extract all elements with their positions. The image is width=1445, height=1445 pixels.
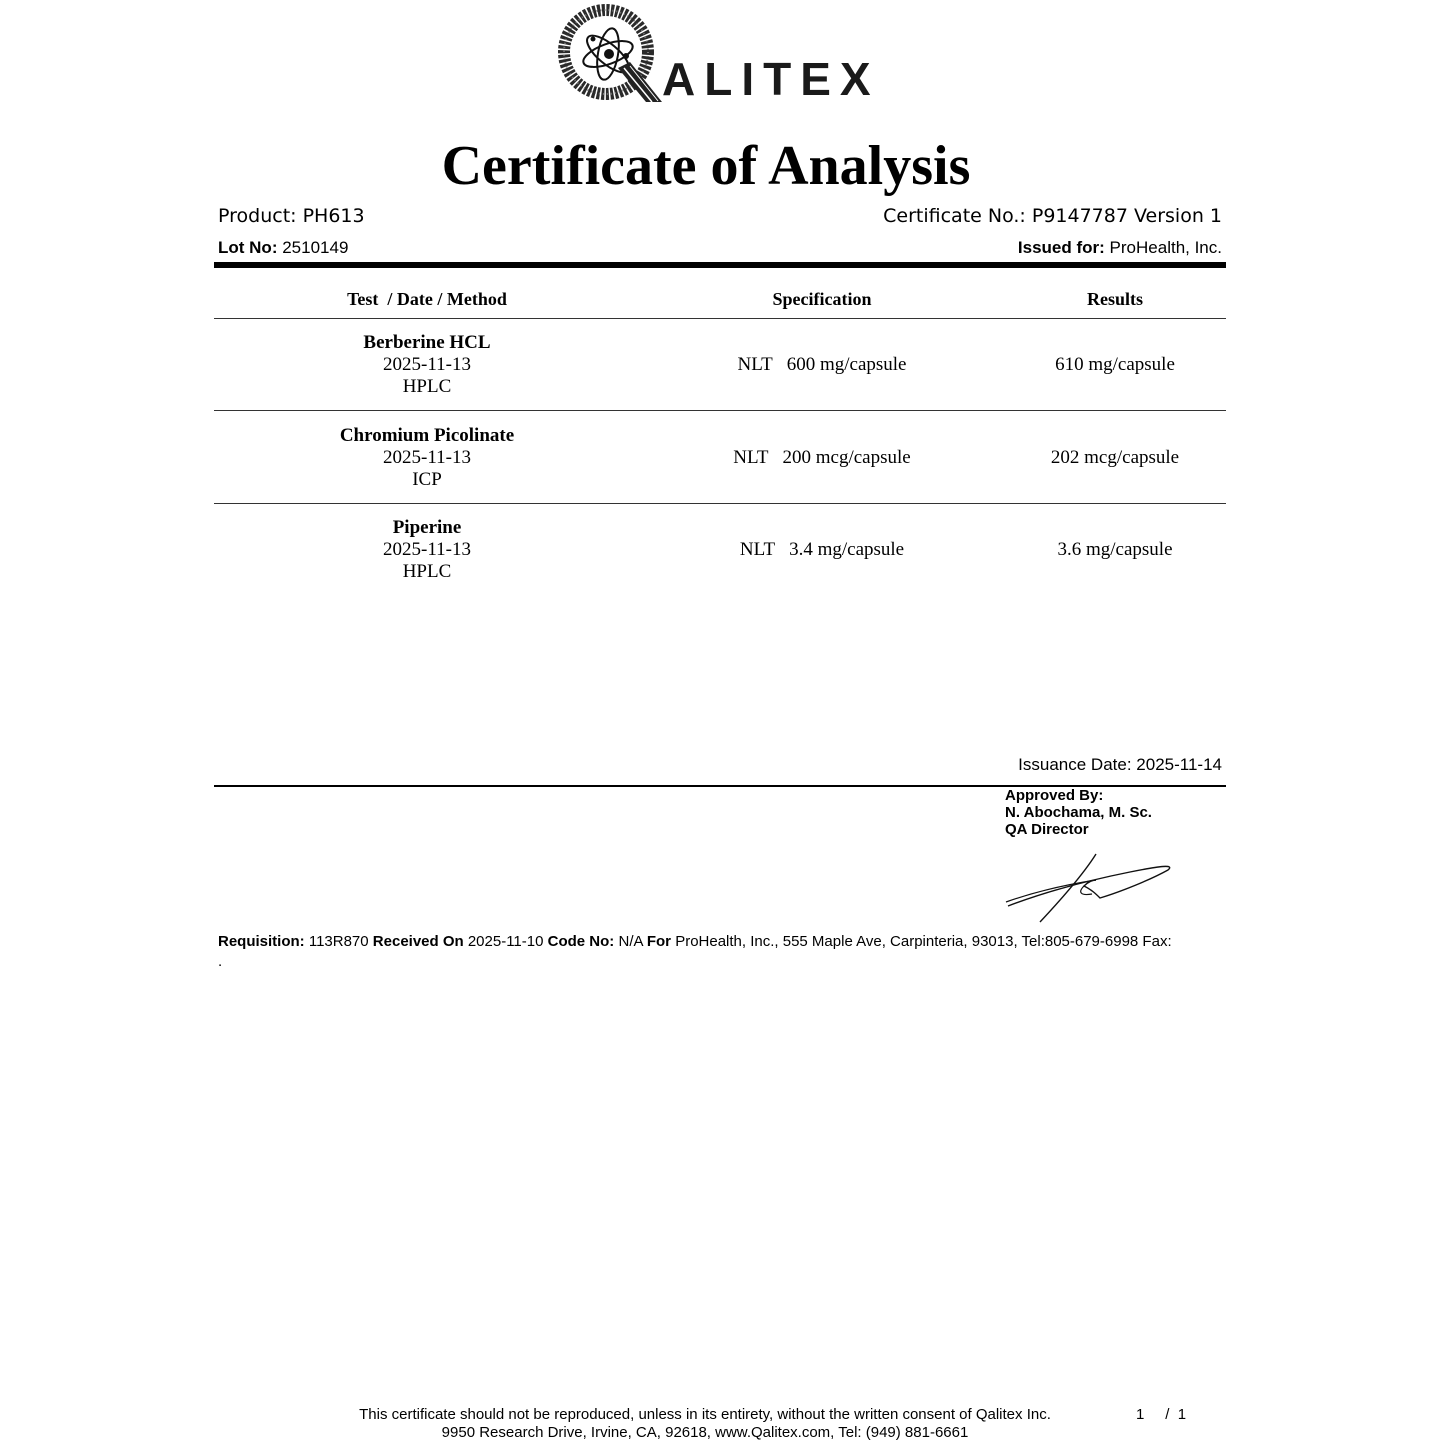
row-divider [214,410,1226,411]
row-divider [214,503,1226,504]
certificate-value: P9147787 Version 1 [1031,205,1222,227]
product-value: PH613 [302,205,365,227]
page-title: Certificate of Analysis [441,135,971,197]
header-divider [214,262,1226,268]
product-line [218,204,365,228]
test-cell [214,332,640,398]
test-date: 2025-11-13 [383,539,471,560]
result-cell: 202 mcg/capsule [1050,447,1180,468]
issued-for-line [1018,238,1222,258]
spec-qualifier: NLT [737,354,773,375]
approver-name: N. Abochama, M. Sc. [1005,804,1152,821]
column-header-test: Test / Date / Method [347,289,507,309]
test-name: Berberine HCL [363,332,491,353]
issued-value: ProHealth, Inc. [1109,238,1222,257]
test-date: 2025-11-13 [383,447,471,468]
received-label: Received On [372,933,464,950]
issuance-label: Issuance Date: [1018,755,1132,774]
issuance-date-line [1018,755,1222,775]
test-name: Piperine [392,517,462,538]
page-separator: / [1165,1406,1170,1423]
page-total: 1 [1177,1406,1187,1423]
column-header-results: Results [1086,289,1143,309]
certificate-label: Certificate No.: [883,205,1026,227]
requisition-label: Requisition: [218,933,305,950]
qalitex-q-atom-icon [558,4,662,104]
test-cell [214,425,640,491]
code-value: N/A [618,933,643,950]
qalitex-logo [558,4,878,104]
test-method: ICP [412,469,442,490]
spec-value: 200 mcg/capsule [782,447,911,468]
requisition-line [218,932,1228,972]
issued-label: Issued for: [1017,238,1105,257]
result-cell: 3.6 mg/capsule [1057,539,1173,560]
spec-value: 600 mg/capsule [786,354,907,375]
page-number [1136,1406,1186,1424]
specification-cell [660,354,984,376]
footer-disclaimer: This certificate should not be reproduced, unless in its entirety, without the written consent of Qalitex Inc. [359,1406,1051,1423]
lot-label: Lot No: [218,238,278,257]
table-row [0,332,1445,398]
table-row [0,425,1445,491]
result-cell: 610 mg/capsule [1055,354,1175,375]
logo-wordmark: ALITEX [662,53,880,105]
test-cell [214,517,640,583]
test-method: HPLC [402,376,452,397]
for-label: For [646,933,672,950]
spec-qualifier: NLT [739,539,776,560]
spec-value: 3.4 mg/capsule [789,539,905,560]
received-value: 2025-11-10 [467,933,544,950]
requisition-trailing: . [218,953,223,970]
specification-cell [660,447,984,469]
footer [330,1406,1080,1442]
test-date: 2025-11-13 [383,354,471,375]
for-value: ProHealth, Inc., 555 Maple Ave, Carpinteria, 93013, Tel:805-679-6998 Fax: [675,933,1172,950]
code-label: Code No: [547,933,615,950]
lot-value: 2510149 [282,238,349,257]
spec-qualifier: NLT [733,447,769,468]
table-header-divider [214,318,1226,319]
issuance-value: 2025-11-14 [1136,755,1222,774]
footer-address: 9950 Research Drive, Irvine, CA, 92618, www.Qalitex.com, Tel: (949) 881-6661 [441,1424,969,1441]
lot-line [218,238,348,258]
product-label: Product: [218,205,297,227]
test-method: HPLC [402,561,452,582]
column-header-specification: Specification [772,289,872,309]
page-current: 1 [1136,1406,1145,1423]
table-row [0,517,1445,583]
approval-block [1005,787,1152,838]
specification-cell [660,539,984,561]
test-name: Chromium Picolinate [339,425,515,446]
signature-icon [1000,850,1180,926]
approved-by-label: Approved By: [1005,787,1104,804]
certificate-line [883,204,1222,228]
requisition-value: 113R870 [308,933,369,950]
approver-title: QA Director [1005,821,1089,838]
